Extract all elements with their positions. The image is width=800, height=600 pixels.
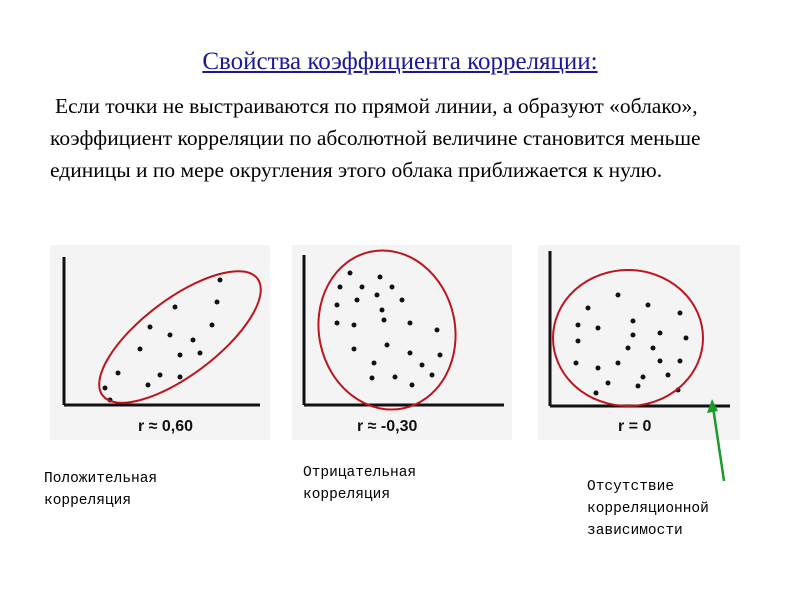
slide-paragraph: Если точки не выстраиваются по прямой линии, а образуют «облако», коэффициент корреляции по абсолютной величине становится меньше единицы и по мере округления этого облака приближается к нулю.	[50, 94, 701, 182]
caption-none: Отсутствие корреляционной зависимости	[587, 479, 709, 539]
caption-negative: Отрицательная корреляция	[303, 465, 417, 503]
r-value-label: r ≈ 0,60	[138, 418, 194, 435]
caption-positive: Положительная корреляция	[44, 471, 158, 509]
r-value-label: r = 0	[618, 418, 652, 435]
arrow-indicator	[700, 395, 740, 485]
scatter-panel-positive	[50, 245, 270, 440]
scatter-panel-negative	[292, 245, 512, 440]
r-value-label: r ≈ -0,30	[357, 418, 418, 435]
slide-title: Свойства коэффициента корреляции:	[202, 48, 598, 75]
